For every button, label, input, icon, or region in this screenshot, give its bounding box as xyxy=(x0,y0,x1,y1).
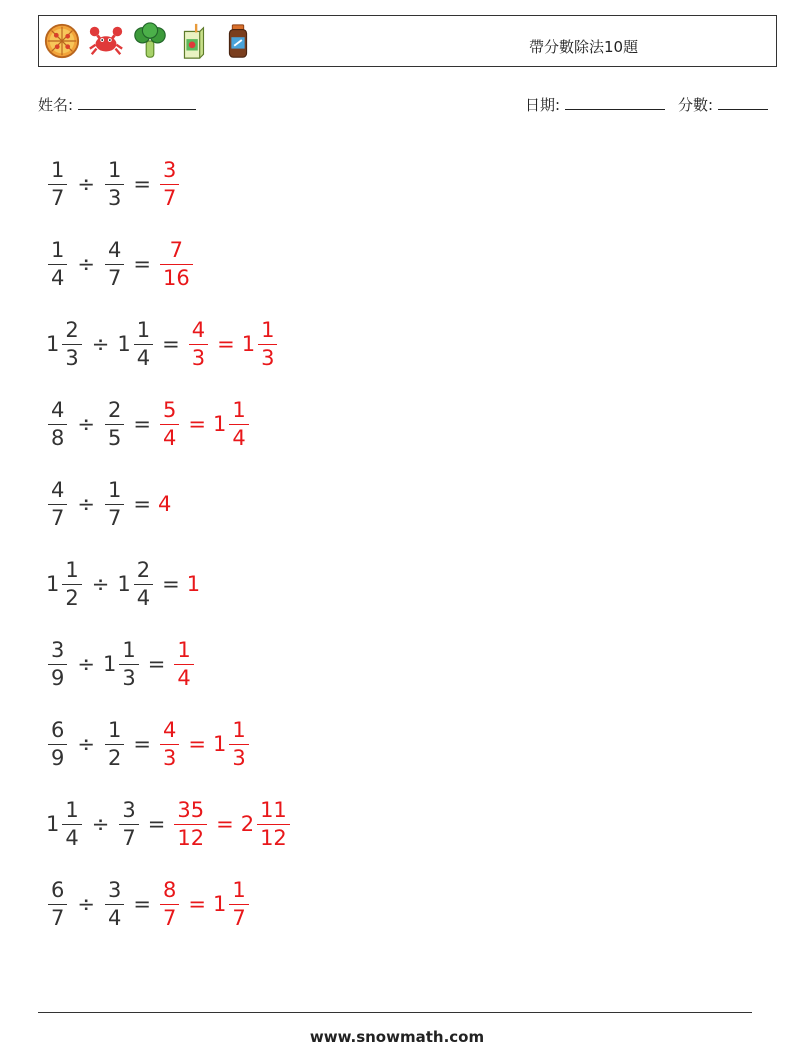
equals-sign: = xyxy=(133,892,151,916)
fraction xyxy=(257,797,290,850)
answer xyxy=(187,317,280,370)
numerator: 1 xyxy=(177,637,191,662)
denominator: 2 xyxy=(105,744,124,769)
equals-sign: = xyxy=(133,172,151,196)
numerator: 1 xyxy=(107,477,122,502)
fraction xyxy=(48,477,67,530)
numerator: 1 xyxy=(65,557,79,582)
problem-row xyxy=(46,224,292,304)
denominator: 9 xyxy=(48,664,67,689)
numerator: 4 xyxy=(51,397,65,422)
broccoli-icon xyxy=(131,22,169,60)
juice-box-icon xyxy=(175,22,213,60)
fraction xyxy=(105,877,124,930)
divide-sign: ÷ xyxy=(91,572,110,596)
problem-row xyxy=(46,624,292,704)
fraction xyxy=(62,797,81,850)
denominator: 7 xyxy=(105,504,124,529)
whole-number: 1 xyxy=(241,332,256,356)
denominator: 3 xyxy=(105,184,124,209)
divide-sign: ÷ xyxy=(91,812,110,836)
numerator: 3 xyxy=(122,797,136,822)
answer xyxy=(158,157,181,210)
divide-sign: ÷ xyxy=(77,172,95,196)
fraction xyxy=(189,317,208,370)
numerator: 3 xyxy=(51,637,65,662)
jar-icon xyxy=(219,22,257,60)
problem-row xyxy=(46,464,292,544)
numerator: 2 xyxy=(65,317,79,342)
fraction xyxy=(48,237,67,290)
fraction xyxy=(229,397,248,450)
answer xyxy=(158,237,195,290)
answer xyxy=(187,572,201,596)
footer-divider xyxy=(38,1012,752,1013)
problem-row xyxy=(46,704,292,784)
numerator: 1 xyxy=(65,797,79,822)
numerator: 3 xyxy=(107,877,122,902)
denominator: 7 xyxy=(229,904,248,929)
denominator: 7 xyxy=(160,184,179,209)
denominator: 12 xyxy=(257,824,290,849)
denominator: 7 xyxy=(48,904,67,929)
equals-sign: = xyxy=(133,412,151,436)
fraction xyxy=(48,877,67,930)
problem-row xyxy=(46,144,292,224)
divide-sign: ÷ xyxy=(77,492,95,516)
numerator: 1 xyxy=(232,877,246,902)
fraction xyxy=(160,237,193,290)
numerator: 4 xyxy=(51,477,65,502)
date-field[interactable] xyxy=(525,94,665,115)
numerator: 5 xyxy=(162,397,177,422)
score-field[interactable] xyxy=(678,94,768,115)
score-label: 分數: xyxy=(678,96,714,114)
whole-number: 1 xyxy=(186,572,201,596)
whole-number: 2 xyxy=(240,812,255,836)
answer xyxy=(158,492,172,516)
numerator: 1 xyxy=(136,317,151,342)
denominator: 5 xyxy=(105,424,124,449)
numerator: 11 xyxy=(260,797,287,822)
denominator: 4 xyxy=(229,424,248,449)
numerator: 2 xyxy=(136,557,151,582)
fraction xyxy=(160,877,179,930)
numerator: 6 xyxy=(51,877,65,902)
whole-number: 1 xyxy=(46,332,60,356)
crab-icon xyxy=(87,22,125,60)
date-label: 日期: xyxy=(525,96,561,114)
name-label: 姓名: xyxy=(38,96,74,114)
name-field[interactable] xyxy=(38,94,196,115)
fraction xyxy=(258,317,277,370)
worksheet-title: 帶分數除法10題 xyxy=(529,38,639,56)
numerator: 1 xyxy=(122,637,136,662)
fraction xyxy=(48,637,67,690)
problem-row xyxy=(46,784,292,864)
numerator: 1 xyxy=(51,157,65,182)
problem-list xyxy=(46,144,292,944)
answer xyxy=(158,397,251,450)
problem-row xyxy=(46,304,292,384)
problem-row xyxy=(46,864,292,944)
numerator: 1 xyxy=(107,717,122,742)
denominator: 3 xyxy=(119,664,138,689)
denominator: 4 xyxy=(105,904,124,929)
denominator: 16 xyxy=(160,264,193,289)
denominator: 3 xyxy=(189,344,208,369)
fraction xyxy=(62,557,81,610)
fraction xyxy=(105,157,124,210)
equals-sign: = xyxy=(147,652,166,676)
denominator: 4 xyxy=(48,264,67,289)
whole-number: 1 xyxy=(117,572,131,596)
equals-sign: = xyxy=(147,812,166,836)
numerator: 1 xyxy=(261,317,275,342)
fraction xyxy=(160,717,179,770)
equals-sign: = xyxy=(188,892,206,916)
equals-sign: = xyxy=(162,332,180,356)
equals-sign: = xyxy=(162,572,180,596)
equals-sign: = xyxy=(133,252,151,276)
divide-sign: ÷ xyxy=(91,332,110,356)
footer-url: www.snowmath.com xyxy=(309,1028,485,1046)
numerator: 35 xyxy=(177,797,205,822)
numerator: 8 xyxy=(162,877,177,902)
fraction xyxy=(119,797,138,850)
answer xyxy=(172,637,195,690)
denominator: 2 xyxy=(62,584,81,609)
denominator: 7 xyxy=(48,504,67,529)
whole-number: 4 xyxy=(157,492,172,516)
denominator: 7 xyxy=(105,264,124,289)
divide-sign: ÷ xyxy=(77,252,95,276)
answer xyxy=(172,797,291,850)
fraction xyxy=(160,157,179,210)
whole-number: 1 xyxy=(46,572,60,596)
answer xyxy=(158,877,251,930)
denominator: 4 xyxy=(62,824,81,849)
denominator: 4 xyxy=(174,664,193,689)
whole-number: 1 xyxy=(212,892,227,916)
numerator: 1 xyxy=(107,157,122,182)
fraction xyxy=(62,317,81,370)
equals-sign: = xyxy=(188,412,206,436)
numerator: 1 xyxy=(232,717,246,742)
fraction xyxy=(229,717,248,770)
fraction xyxy=(229,877,248,930)
denominator: 4 xyxy=(134,584,153,609)
score-blank[interactable] xyxy=(718,95,768,110)
fraction xyxy=(174,637,193,690)
denominator: 7 xyxy=(160,904,179,929)
name-blank[interactable] xyxy=(78,95,196,110)
equals-sign: = xyxy=(217,332,235,356)
header-icons xyxy=(43,22,257,60)
denominator: 4 xyxy=(160,424,179,449)
whole-number: 1 xyxy=(102,652,117,676)
denominator: 3 xyxy=(229,744,248,769)
denominator: 3 xyxy=(160,744,179,769)
divide-sign: ÷ xyxy=(77,892,95,916)
whole-number: 1 xyxy=(46,812,60,836)
fraction xyxy=(105,237,124,290)
divide-sign: ÷ xyxy=(77,732,95,756)
divide-sign: ÷ xyxy=(77,412,95,436)
fraction xyxy=(48,717,67,770)
fraction xyxy=(134,317,153,370)
numerator: 1 xyxy=(232,397,246,422)
numerator: 4 xyxy=(191,317,206,342)
equals-sign: = xyxy=(133,732,151,756)
fraction xyxy=(134,557,153,610)
equals-sign: = xyxy=(188,732,206,756)
denominator: 4 xyxy=(134,344,153,369)
fraction xyxy=(105,717,124,770)
fraction xyxy=(48,157,67,210)
numerator: 7 xyxy=(169,237,184,262)
whole-number: 1 xyxy=(212,732,227,756)
fraction xyxy=(160,397,179,450)
numerator: 1 xyxy=(51,237,65,262)
fraction xyxy=(174,797,207,850)
fraction xyxy=(105,477,124,530)
fraction xyxy=(105,397,124,450)
numerator: 6 xyxy=(51,717,65,742)
denominator: 7 xyxy=(119,824,138,849)
denominator: 3 xyxy=(62,344,81,369)
denominator: 12 xyxy=(174,824,207,849)
whole-number: 1 xyxy=(117,332,131,356)
equals-sign: = xyxy=(133,492,151,516)
fraction xyxy=(48,397,67,450)
date-blank[interactable] xyxy=(565,95,665,110)
header-box xyxy=(38,15,777,67)
problem-row xyxy=(46,544,292,624)
denominator: 7 xyxy=(48,184,67,209)
equals-sign: = xyxy=(216,812,234,836)
denominator: 8 xyxy=(48,424,67,449)
problem-row xyxy=(46,384,292,464)
divide-sign: ÷ xyxy=(77,652,95,676)
answer xyxy=(158,717,251,770)
numerator: 3 xyxy=(162,157,177,182)
pizza-icon xyxy=(43,22,81,60)
whole-number: 1 xyxy=(212,412,227,436)
numerator: 4 xyxy=(107,237,122,262)
numerator: 4 xyxy=(162,717,177,742)
numerator: 2 xyxy=(107,397,122,422)
fraction xyxy=(119,637,138,690)
denominator: 9 xyxy=(48,744,67,769)
denominator: 3 xyxy=(258,344,277,369)
